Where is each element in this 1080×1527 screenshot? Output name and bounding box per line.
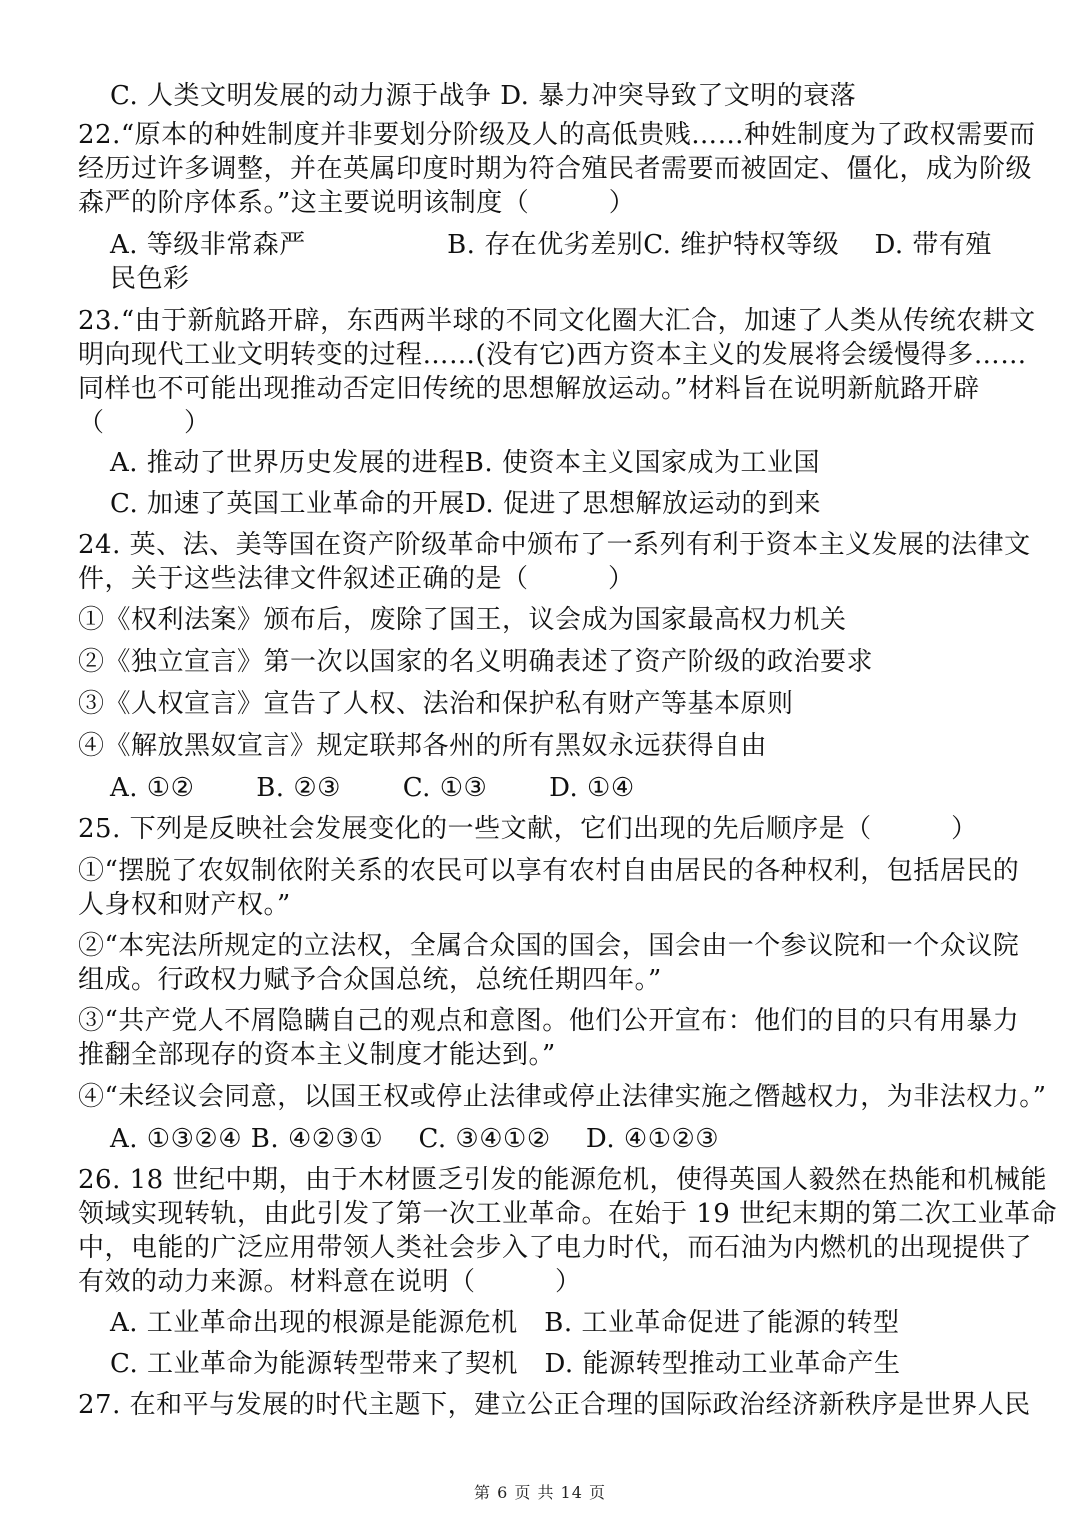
q24-options: A. ①② B. ②③ C. ①③ D. ①④ [110,773,635,803]
q22-stem-line-3: 森严的阶序体系。”这主要说明该制度（ ） [78,188,636,218]
q26-options-a-b: A. 工业革命出现的根源是能源危机 B. 工业革命促进了能源的转型 [110,1308,900,1338]
q22-stem-line-2: 经历过许多调整，并在英属印度时期为符合殖民者需要而被固定、僵化，成为阶级 [78,154,1033,184]
q21-option-c-d: C. 人类文明发展的动力源于战争 D. 暴力冲突导致了文明的衰落 [110,81,857,111]
q22-options: A. 等级非常森严 B. 存在优劣差别C. 维护特权等级 D. 带有殖 [110,230,992,260]
q23-options-a-b: A. 推动了世界历史发展的进程B. 使资本主义国家成为工业国 [110,448,820,478]
q23-options-c-d: C. 加速了英国工业革命的开展D. 促进了思想解放运动的到来 [110,489,821,519]
q23-stem-line-2: 明向现代工业文明转变的过程……(没有它)西方资本主义的发展将会缓慢得多…… [78,340,1027,370]
q23-stem-line-3: 同样也不可能出现推动否定旧传统的思想解放运动。”材料旨在说明新航路开辟 [78,374,980,404]
q24-stem-line-1: 24. 英、法、美等国在资产阶级革命中颁布了一系列有利于资本主义发展的法律文 [78,530,1031,560]
q23-stem-line-4: （ ） [78,408,211,438]
q24-statement-3: ③《人权宣言》宣告了人权、法治和保护私有财产等基本原则 [78,689,794,719]
q25-doc-4: ④“未经议会同意，以国王权或停止法律或停止法律实施之僭越权力，为非法权力。” [78,1082,1047,1112]
q25-options: A. ①③②④ B. ④②③① C. ③④①② D. ④①②③ [110,1124,720,1154]
q24-statement-2: ②《独立宣言》第一次以国家的名义明确表述了资产阶级的政治要求 [78,647,874,677]
q25-doc-3-line-2: 推翻全部现存的资本主义制度才能达到。” [78,1040,556,1070]
q26-stem-line-1: 26. 18 世纪中期，由于木材匮乏引发的能源危机，使得英国人毅然在热能和机械能 [78,1165,1047,1195]
q24-statement-1: ①《权利法案》颁布后，废除了国王，议会成为国家最高权力机关 [78,605,847,635]
q22-options-cont: 民色彩 [110,264,190,294]
q26-options-c-d: C. 工业革命为能源转型带来了契机 D. 能源转型推动工业革命产生 [110,1349,901,1379]
q26-stem-line-2: 领域实现转轨，由此引发了第一次工业革命。在始于 19 世纪末期的第二次工业革命 [78,1199,1058,1229]
q26-stem-line-3: 中，电能的广泛应用带领人类社会步入了电力时代，而石油为内燃机的出现提供了 [78,1233,1033,1263]
q23-stem-line-1: 23.“由于新航路开辟，东西两半球的不同文化圈大汇合，加速了人类从传统农耕文 [78,306,1036,336]
q24-stem-line-2: 件，关于这些法律文件叙述正确的是（ ） [78,564,635,594]
q25-stem: 25. 下列是反映社会发展变化的一些文献，它们出现的先后顺序是（ ） [78,814,978,844]
q22-stem-line-1: 22.“原本的种姓制度并非要划分阶级及人的高低贵贱……种姓制度为了政权需要而 [78,120,1036,150]
q27-stem-line-1: 27. 在和平与发展的时代主题下，建立公正合理的国际政治经济新秩序是世界人民 [78,1390,1031,1420]
q25-doc-1-line-1: ①“摆脱了农奴制依附关系的农民可以享有农村自由居民的各种权利，包括居民的 [78,856,1020,886]
q26-stem-line-4: 有效的动力来源。材料意在说明（ ） [78,1267,582,1297]
page-footer: 第 6 页 共 14 页 [474,1483,606,1502]
q24-statement-4: ④《解放黑奴宣言》规定联邦各州的所有黑奴永远获得自由 [78,731,768,761]
q25-doc-3-line-1: ③“共产党人不屑隐瞒自己的观点和意图。他们公开宣布：他们的目的只有用暴力 [78,1006,1020,1036]
q25-doc-2-line-2: 组成。行政权力赋予合众国总统，总统任期四年。” [78,965,662,995]
q25-doc-2-line-1: ②“本宪法所规定的立法权，全属合众国的国会，国会由一个参议院和一个众议院 [78,931,1020,961]
q25-doc-1-line-2: 人身权和财产权。” [78,890,291,920]
